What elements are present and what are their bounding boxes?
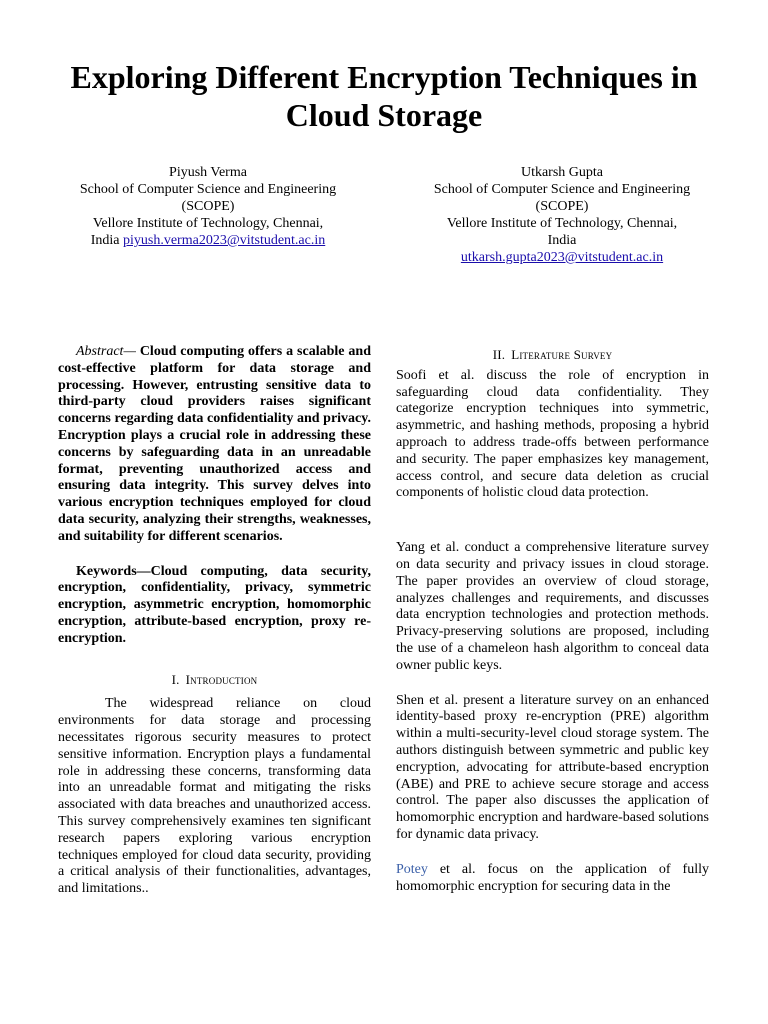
keywords: Keywords—Cloud computing, data security, encryption, confidentiality, privacy, symmetric encryption, asymmetric encryption, homomorphic encryption, attribute-based encryption, proxy re-encryption. <box>58 563 371 646</box>
author-name: Piyush Verma <box>169 165 247 180</box>
abstract-label: Abstract— <box>76 344 136 359</box>
section-number: I. <box>171 671 180 687</box>
section-heading-literature <box>396 347 709 364</box>
author-dept: (SCOPE) <box>535 199 589 214</box>
author-dept: (SCOPE) <box>181 199 235 214</box>
author-country: India <box>547 233 577 248</box>
author-email-link[interactable]: piyush.verma2023@vitstudent.ac.in <box>123 233 326 248</box>
author-email-link[interactable]: utkarsh.gupta2023@vitstudent.ac.in <box>460 250 664 265</box>
author-country-email <box>58 232 358 249</box>
literature-paragraph-text: et al. focus on the application of fully homomorphic encryption for securing data in the <box>396 861 709 894</box>
author-block-2 <box>412 164 712 266</box>
left-column <box>58 344 371 898</box>
right-column <box>396 347 709 895</box>
literature-paragraph: Soofi et al. discuss the role of encryption in safeguarding cloud data confidentiality. They categorize encryption techniques into symmetric, asymmetric, and hashing methods, proposing a hybrid approach to address trade-offs between performance and security. The paper emphasizes key management, access control, and secure data deletion as crucial components of holistic cloud data protection. <box>396 367 709 501</box>
section-heading-introduction <box>58 672 371 689</box>
author-institute: Vellore Institute of Technology, Chennai, <box>446 216 678 231</box>
literature-paragraph: Yang et al. conduct a comprehensive literature survey on data security and privacy issues in cloud storage. The paper provides an overview of cloud storage, analyzes challenges and requirements, and discusses data encryption technologies and protection methods. Privacy-preserving solutions are proposed, including the use of a chameleon hash algorithm to conceal data owner public keys. <box>396 540 709 673</box>
author-name: Utkarsh Gupta <box>520 165 604 180</box>
abstract-text: Cloud computing offers a scalable and cost-effective platform for data storage and processing. However, entrusting sensitive data to third-party cloud providers raises significant concerns regarding data confidentiality and privacy. Encryption plays a crucial role in addressing these concerns by safeguarding data in an unreadable format, preventing unauthorized access and ensuring data integrity. This survey delves into various encryption techniques employed for cloud data security, analyzing their strengths, weaknesses, and suitability for different scenarios. <box>58 344 371 544</box>
section-title: Introduction <box>185 671 258 687</box>
paper-title: Exploring Different Encryption Techniques in Cloud Storage <box>70 59 698 133</box>
abstract <box>58 344 371 546</box>
author-block-1 <box>58 164 358 249</box>
author-email-row <box>412 249 712 266</box>
introduction-paragraph: The widespread reliance on cloud environments for data storage and processing necessitates rigorous security measures to protect sensitive information. Encryption plays a fundamental role in addressing these concerns, transforming data into an unreadable format and mitigating the risks associated with data breaches and unauthorized access. This survey comprehensively examines ten significant research papers exploring various encryption techniques employed for cloud data security, providing a critical analysis of their functionalities, advantages, and limitations.. <box>58 696 371 897</box>
section-title: Literature Survey <box>511 347 613 362</box>
author-institute: Vellore Institute of Technology, Chennai, <box>92 216 324 231</box>
literature-paragraph <box>396 862 709 896</box>
literature-paragraph: Shen et al. present a literature survey on an enhanced identity-based proxy re-encryption (PRE) algorithm within a multi-security-level cloud storage system. The authors distinguish between symmetric and public key encryption, advocating for attribute-based encryption (ABE) and PRE to achieve secure storage and access control. The paper also discusses the application of homomorphic encryption and hardware-based solutions for dynamic data privacy. <box>396 692 709 842</box>
author-country: India <box>90 233 120 248</box>
author-school: School of Computer Science and Engineering <box>79 182 337 197</box>
section-number: II. <box>492 347 506 362</box>
author-school: School of Computer Science and Engineering <box>433 182 691 197</box>
cited-author-name: Potey <box>396 861 428 877</box>
